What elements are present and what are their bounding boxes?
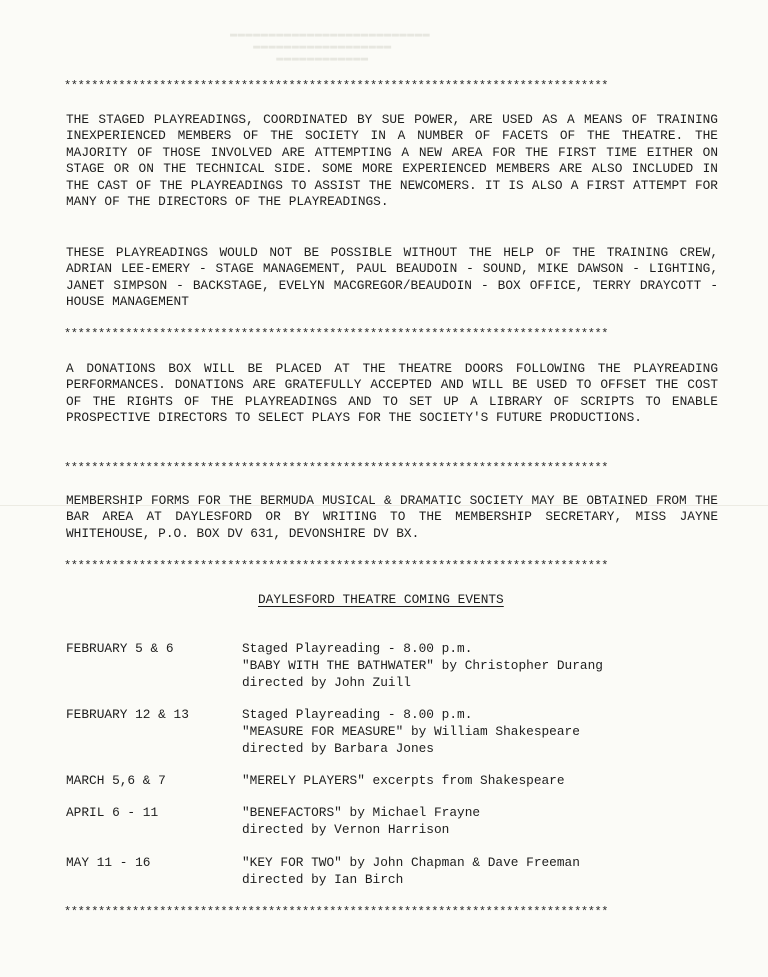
events-title: DAYLESFORD THEATRE COMING EVENTS (258, 592, 504, 607)
donations-paragraph: A DONATIONS BOX WILL BE PLACED AT THE THEATRE DOORS FOLLOWING THE PLAYREADING PERFORMANCES. DONATIONS ARE GRATEFULLY ACCEPTED AND WILL BE USED TO OFFSET THE COST OF THE RIGHTS OF THE PLAYREADINGS AND TO SET UP A LIBRARY OF SCRIPTS TO ENABLE PROSPECTIVE DIRECTORS TO SELECT PLAYS FOR THE SOCIETY'S FUTURE PRODUCTIONS. (66, 361, 718, 426)
membership-paragraph: MEMBERSHIP FORMS FOR THE BERMUDA MUSICAL & DRAMATIC SOCIETY MAY BE OBTAINED FROM THE BAR AREA AT DAYLESFORD OR BY WRITING TO THE MEMBERSHIP SECRETARY, MISS JAYNE WHITEHOUSE, P.O. BOX DV 631, DEVONSHIRE DV BX. (66, 493, 718, 541)
event-date: FEBRUARY 5 & 6 (66, 641, 174, 656)
event-date: MAY 11 - 16 (66, 855, 151, 870)
event-play-title: "KEY FOR TWO" by John Chapman & Dave Freeman (242, 855, 580, 870)
star-divider: ******************************************************************************** (64, 905, 609, 919)
event-date: MARCH 5,6 & 7 (66, 773, 166, 788)
event-director: directed by Barbara Jones (242, 741, 434, 756)
event-description: Staged Playreading - 8.00 p.m. (242, 707, 473, 722)
event-play-title: "BENEFACTORS" by Michael Frayne (242, 805, 481, 820)
crew-paragraph: THESE PLAYREADINGS WOULD NOT BE POSSIBLE WITHOUT THE HELP OF THE TRAINING CREW, ADRIAN LEE-EMERY - STAGE MANAGEMENT, PAUL BEAUDOIN - SOUND, MIKE DAWSON - LIGHTING, JANET SIMPSON - BACKSTAGE, EVELYN MACGREGOR/BEAUDOIN - BOX OFFICE, TERRY DRAYCOTT - HOUSE MANAGEMENT (66, 245, 718, 310)
event-play-title: "MERELY PLAYERS" excerpts from Shakespeare (242, 773, 565, 788)
event-date: FEBRUARY 12 & 13 (66, 707, 189, 722)
event-date: APRIL 6 - 11 (66, 805, 159, 820)
star-divider: ******************************************************************************** (64, 79, 609, 93)
event-director: directed by John Zuill (242, 675, 411, 690)
star-divider: ******************************************************************************** (64, 461, 609, 475)
training-paragraph: THE STAGED PLAYREADINGS, COORDINATED BY SUE POWER, ARE USED AS A MEANS OF TRAINING INEXPERIENCED MEMBERS OF THE SOCIETY IN A NUMBER OF FACETS OF THE THEATRE. THE MAJORITY OF THOSE INVOLVED ARE ATTEMPTING A NEW AREA FOR THE FIRST TIME EITHER ON STAGE OR ON THE TECHNICAL SIDE. SOME MORE EXPERIENCED MEMBERS ARE ALSO INCLUDED IN THE CAST OF THE PLAYREADINGS TO ASSIST THE NEWCOMERS. IT IS ALSO A FIRST ATTEMPT FOR MANY OF THE DIRECTORS OF THE PLAYREADINGS. (66, 112, 718, 210)
event-description: Staged Playreading - 8.00 p.m. (242, 641, 473, 656)
bleed-through-ghost-text: ▬▬▬▬▬▬▬▬▬▬▬▬▬▬▬▬▬▬▬▬▬▬▬▬▬▬ ▬▬▬▬▬▬▬▬▬▬▬▬▬▬▬▬▬▬ ▬▬▬▬▬▬▬▬▬▬▬▬ (230, 28, 431, 64)
star-divider: ******************************************************************************** (64, 559, 609, 573)
event-play-title: "MEASURE FOR MEASURE" by William Shakespeare (242, 724, 580, 739)
star-divider: ******************************************************************************** (64, 327, 609, 341)
event-director: directed by Ian Birch (242, 872, 404, 887)
event-director: directed by Vernon Harrison (242, 822, 450, 837)
event-play-title: "BABY WITH THE BATHWATER" by Christopher Durang (242, 658, 603, 673)
